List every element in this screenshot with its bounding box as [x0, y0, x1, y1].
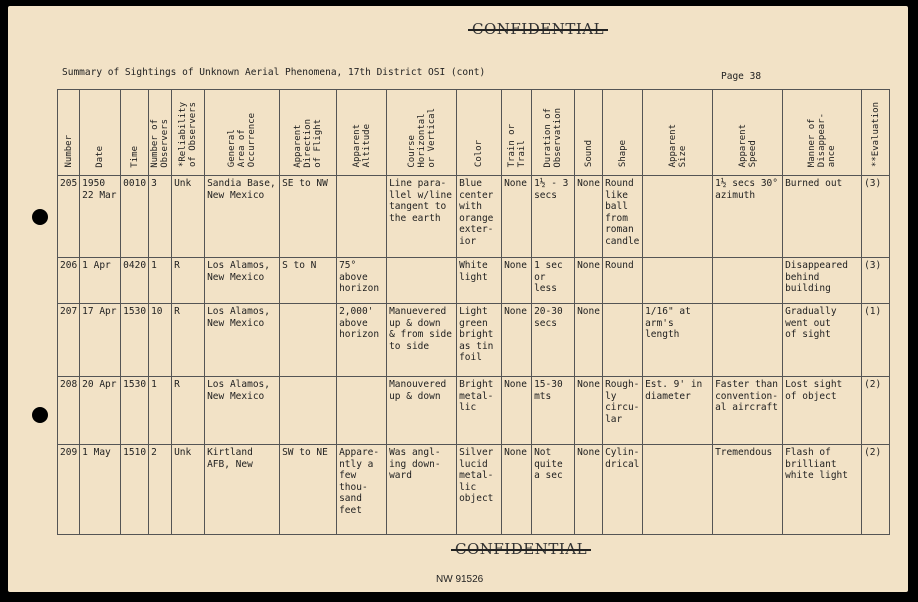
table-cell: 15-30 mts: [532, 377, 575, 445]
table-cell: Los Alamos, New Mexico: [205, 304, 280, 377]
column-header-label: General Area of Occurrence: [227, 113, 258, 168]
column-header: [457, 90, 502, 176]
table-cell: Kirtland AFB, New: [205, 445, 280, 535]
column-header-label: Apparent Direction of Flight: [293, 118, 324, 168]
table-cell: Los Alamos, New Mexico: [205, 377, 280, 445]
column-header: [387, 90, 457, 176]
confidential-text-bottom: CONFIDENTIAL: [455, 540, 588, 558]
table-cell: 208: [58, 377, 80, 445]
column-header-label: Course Horizontal or Vertical: [406, 107, 437, 168]
table-cell: Burned out: [783, 176, 862, 258]
page-label: Page 38: [721, 71, 762, 82]
table-cell: 10: [149, 304, 172, 377]
table-cell: Silver lucid metal- lic object: [457, 445, 502, 535]
table-cell: Est. 9' in diameter: [643, 377, 713, 445]
table-cell: White light: [457, 258, 502, 304]
column-header-label: Train or Trail: [506, 124, 527, 168]
table-cell: None: [575, 377, 603, 445]
confidential-stamp-top: [472, 20, 604, 38]
table-cell: Lost sight of object: [783, 377, 862, 445]
table-cell: R: [172, 304, 205, 377]
table-cell: [337, 377, 387, 445]
punch-hole: [32, 407, 48, 423]
table-cell: Flash of brilliant white light: [783, 445, 862, 535]
column-header-label: **Evaluation: [870, 102, 881, 168]
table-cell: SE to NW: [280, 176, 337, 258]
table-cell: [280, 377, 337, 445]
table-cell: [387, 258, 457, 304]
table-cell: 75° above horizon: [337, 258, 387, 304]
table-cell: 1: [149, 258, 172, 304]
table-cell: 206: [58, 258, 80, 304]
column-header: [603, 90, 643, 176]
table-cell: Bright metal- lic: [457, 377, 502, 445]
table-cell: 1/16" at arm's length: [643, 304, 713, 377]
column-header: [713, 90, 783, 176]
table-cell: Tremendous: [713, 445, 783, 535]
table-cell: R: [172, 377, 205, 445]
table-cell: 209: [58, 445, 80, 535]
table-cell: [643, 258, 713, 304]
sightings-table: [57, 89, 890, 535]
table-cell: [713, 304, 783, 377]
table-cell: Los Alamos, New Mexico: [205, 258, 280, 304]
table-cell: Sandia Base, New Mexico: [205, 176, 280, 258]
column-header-label: Number of Observers: [150, 118, 171, 168]
table-cell: Line para- llel w/line tangent to the earth: [387, 176, 457, 258]
table-cell: (3): [862, 258, 890, 304]
strike-line-bottom: [451, 549, 591, 551]
table-cell: 1 Apr: [80, 258, 121, 304]
table-row: [58, 377, 890, 445]
table-cell: 2: [149, 445, 172, 535]
table-cell: 1510: [121, 445, 149, 535]
column-header: [172, 90, 205, 176]
column-header-label: Manner of Disappear- ance: [807, 113, 838, 168]
archive-number: NW 91526: [436, 574, 484, 585]
table-cell: 3: [149, 176, 172, 258]
column-header: [783, 90, 862, 176]
column-header-label: Time: [129, 145, 140, 168]
table-cell: [643, 176, 713, 258]
table-cell: 2,000' above horizon: [337, 304, 387, 377]
column-header: [280, 90, 337, 176]
table-cell: None: [575, 445, 603, 535]
table-body: [58, 176, 890, 535]
column-header: [575, 90, 603, 176]
column-header-label: Duration of Observation: [543, 107, 564, 168]
table-cell: Rough- ly circu- lar: [603, 377, 643, 445]
table-cell: [337, 176, 387, 258]
table-cell: 205: [58, 176, 80, 258]
table-cell: Light green bright as tin foil: [457, 304, 502, 377]
table-cell: None: [502, 304, 532, 377]
table-cell: None: [575, 304, 603, 377]
column-header: [532, 90, 575, 176]
table-cell: SW to NE: [280, 445, 337, 535]
table-cell: 207: [58, 304, 80, 377]
column-header: [643, 90, 713, 176]
header-row: [58, 90, 890, 176]
table-cell: 1 May: [80, 445, 121, 535]
table-cell: 1½ - 3 secs: [532, 176, 575, 258]
summary-title: Summary of Sightings of Unknown Aerial Phenomena, 17th District OSI (cont): [62, 67, 486, 78]
strike-line-top: [468, 29, 608, 31]
table-cell: Faster than convention- al aircraft: [713, 377, 783, 445]
table-cell: 1530: [121, 304, 149, 377]
table-cell: Manouvered up & down: [387, 377, 457, 445]
table-cell: Gradually went out of sight: [783, 304, 862, 377]
column-header: [121, 90, 149, 176]
table-cell: [643, 445, 713, 535]
column-header-label: Sound: [583, 140, 594, 168]
column-header: [149, 90, 172, 176]
table-cell: 20 Apr: [80, 377, 121, 445]
punch-hole: [32, 209, 48, 225]
column-header-label: *Reliability of Observers: [178, 102, 199, 168]
table-cell: [280, 304, 337, 377]
table-cell: 1½ secs 30° azimuth: [713, 176, 783, 258]
table-row: [58, 304, 890, 377]
column-header-label: Shape: [617, 140, 628, 168]
table-cell: 0420: [121, 258, 149, 304]
table-cell: Not quite a sec: [532, 445, 575, 535]
confidential-text-top: CONFIDENTIAL: [472, 20, 605, 38]
table-cell: Unk: [172, 176, 205, 258]
column-header-label: Color: [474, 140, 485, 168]
table-cell: [603, 304, 643, 377]
table-cell: Disappeared behind building: [783, 258, 862, 304]
column-header-label: Apparent Altitude: [351, 124, 372, 168]
column-header: [862, 90, 890, 176]
column-header-label: Apparent Size: [667, 124, 688, 168]
table-row: [58, 258, 890, 304]
column-header: [58, 90, 80, 176]
table-cell: [713, 258, 783, 304]
table-cell: None: [502, 176, 532, 258]
table-cell: Unk: [172, 445, 205, 535]
table-cell: R: [172, 258, 205, 304]
column-header-label: Date: [95, 145, 106, 168]
table-cell: 1950 22 Mar: [80, 176, 121, 258]
table-cell: Round: [603, 258, 643, 304]
table-cell: None: [502, 445, 532, 535]
table-cell: 1530: [121, 377, 149, 445]
table-cell: S to N: [280, 258, 337, 304]
table-cell: 0010: [121, 176, 149, 258]
table-cell: 20-30 secs: [532, 304, 575, 377]
table-row: [58, 176, 890, 258]
table-cell: 1 sec or less: [532, 258, 575, 304]
column-header: [80, 90, 121, 176]
table-cell: Blue center with orange exter- ior: [457, 176, 502, 258]
table-cell: None: [502, 258, 532, 304]
column-header: [337, 90, 387, 176]
column-header-label: Number: [63, 134, 74, 168]
table-cell: (1): [862, 304, 890, 377]
table-cell: Appare- ntly a few thou- sand feet: [337, 445, 387, 535]
document-page: [8, 6, 908, 592]
table-row: [58, 445, 890, 535]
confidential-stamp-bottom: [455, 540, 587, 558]
table-cell: 1: [149, 377, 172, 445]
table-cell: Round like ball from roman candle: [603, 176, 643, 258]
table-cell: Cylin- drical: [603, 445, 643, 535]
table-cell: Manuevered up & down & from side to side: [387, 304, 457, 377]
table-cell: Was angl- ing down- ward: [387, 445, 457, 535]
column-header: [205, 90, 280, 176]
table-cell: (3): [862, 176, 890, 258]
column-header-label: Apparent Speed: [737, 124, 758, 168]
table-cell: None: [575, 258, 603, 304]
table-cell: None: [575, 176, 603, 258]
table-cell: (2): [862, 445, 890, 535]
table-cell: (2): [862, 377, 890, 445]
column-header: [502, 90, 532, 176]
table-cell: 17 Apr: [80, 304, 121, 377]
table-cell: None: [502, 377, 532, 445]
